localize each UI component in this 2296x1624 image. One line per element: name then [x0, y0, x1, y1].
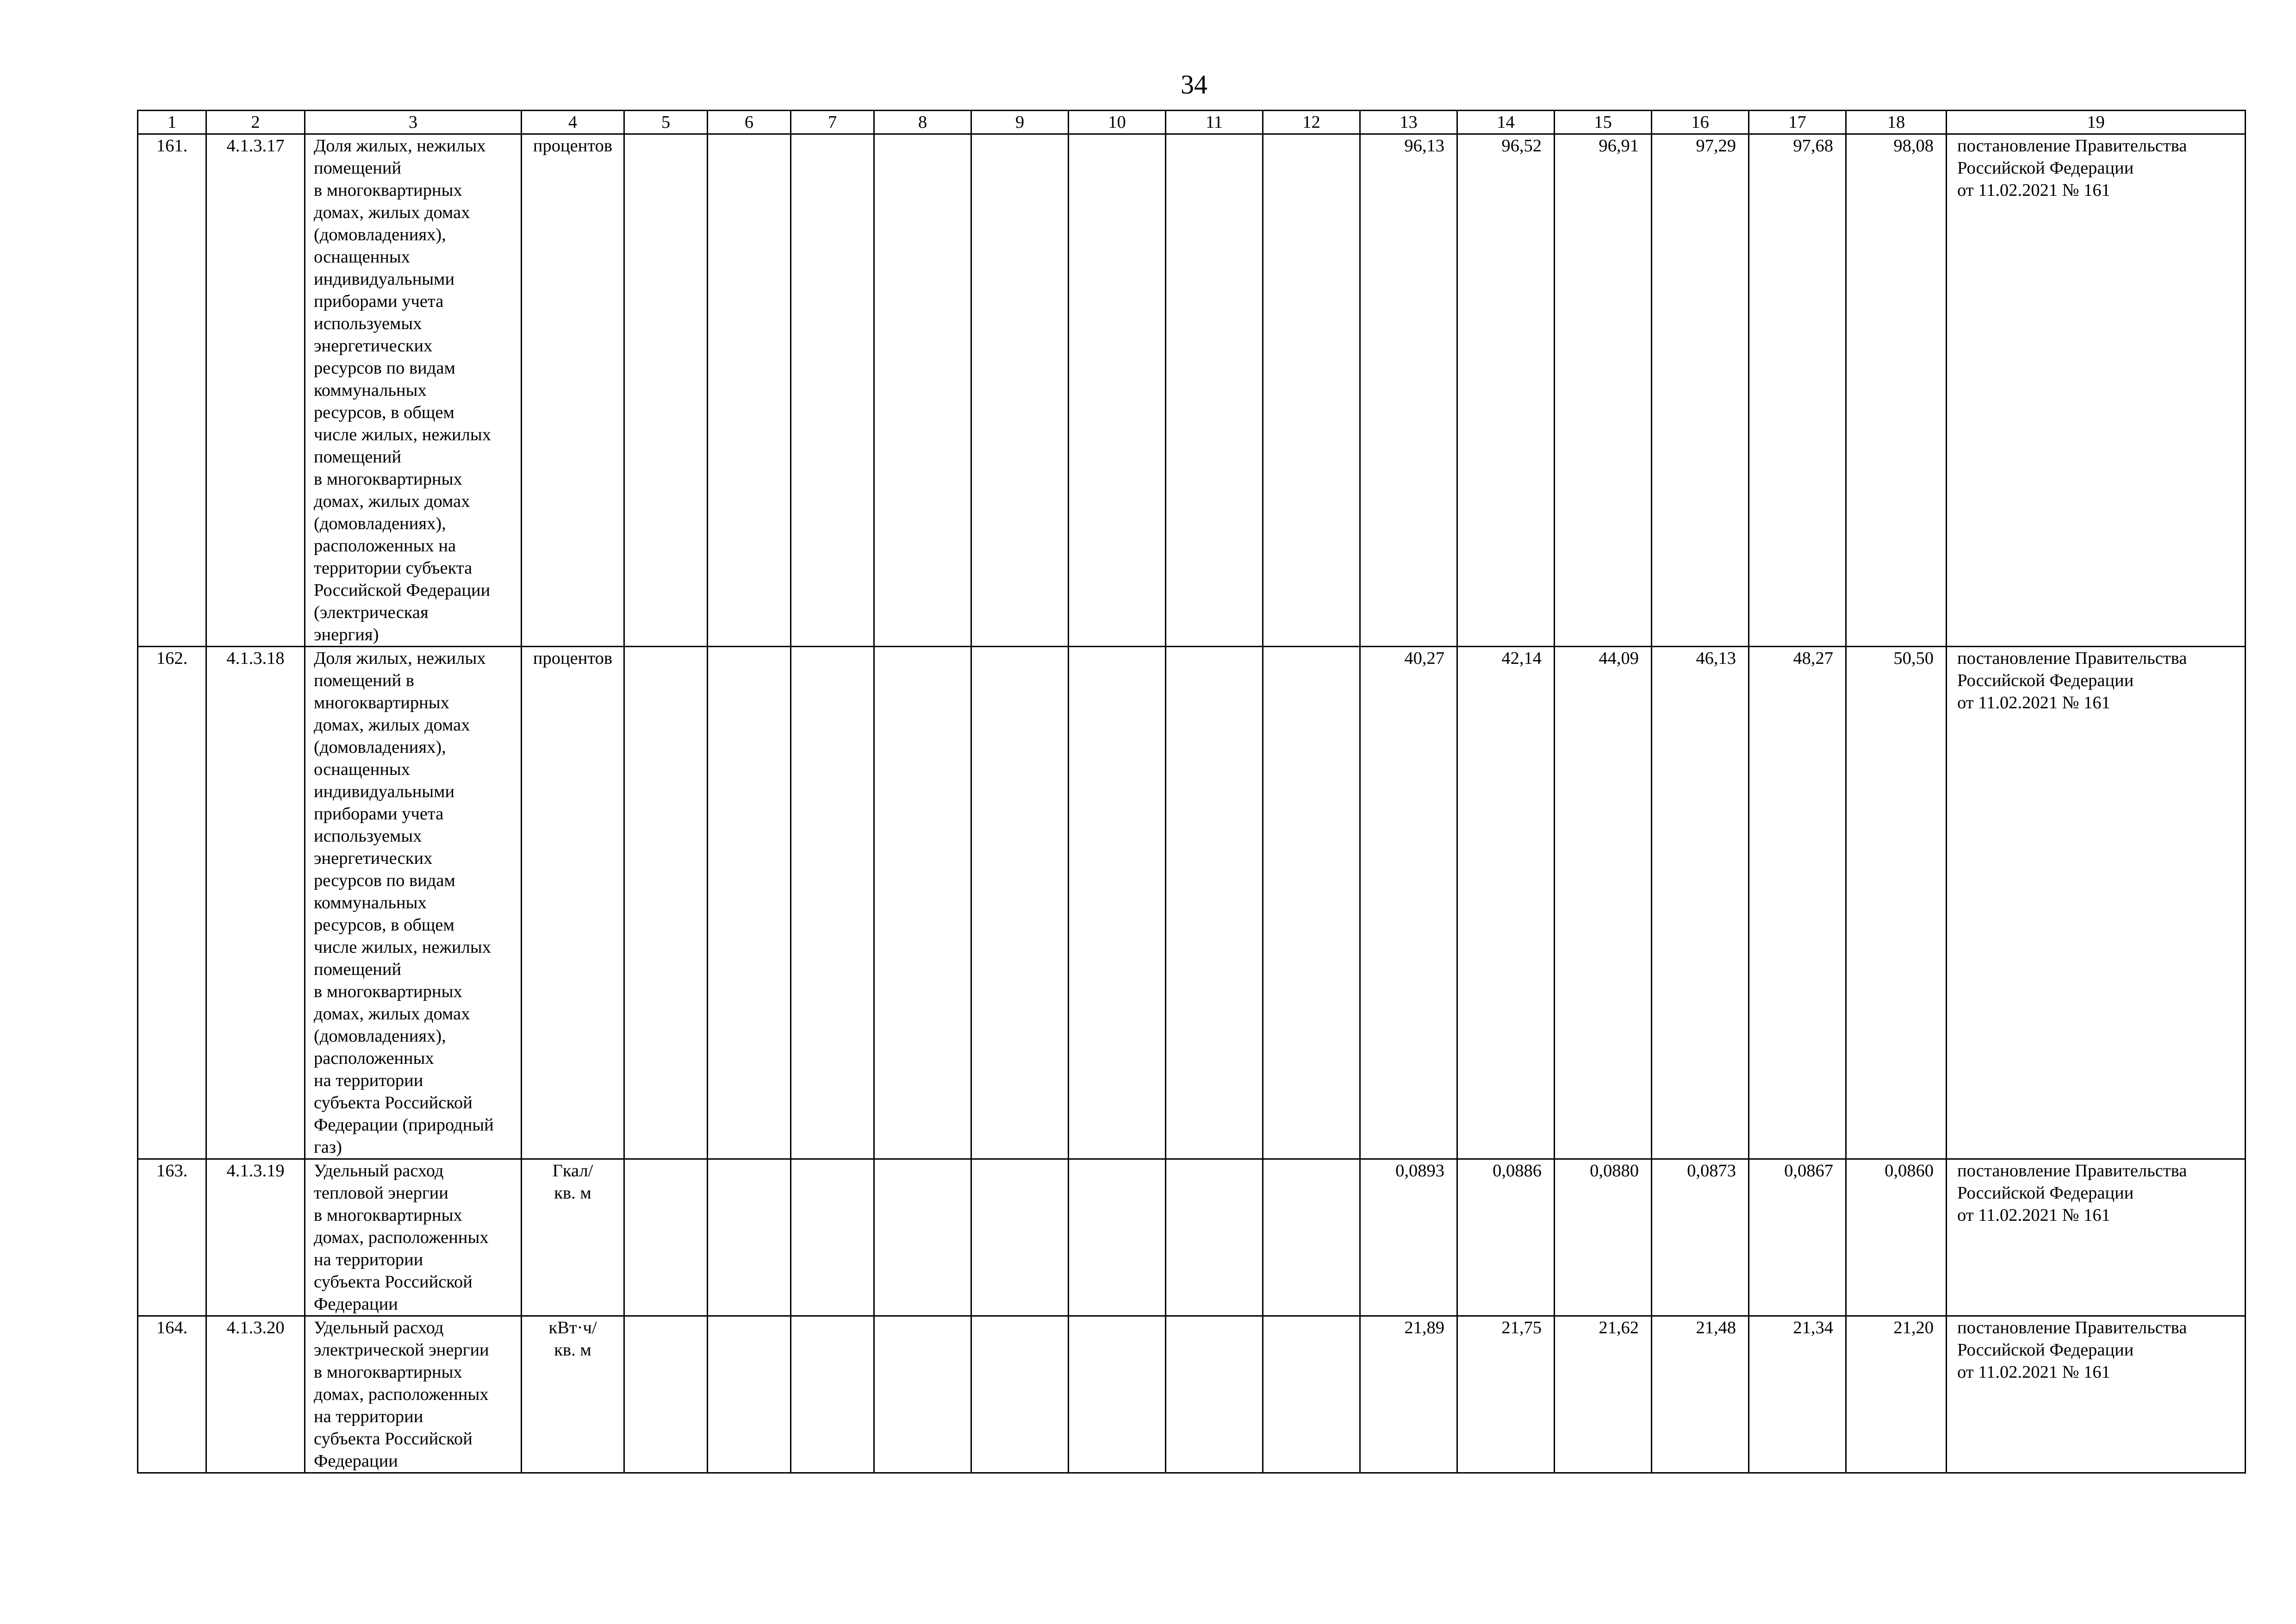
- empty-cell: [1263, 647, 1360, 1159]
- empty-cell: [624, 647, 708, 1159]
- empty-cell: [874, 1316, 971, 1473]
- empty-cell: [874, 134, 971, 647]
- value-col-16: 21,48: [1652, 1316, 1749, 1473]
- value-col-14: 0,0886: [1457, 1159, 1555, 1316]
- indicator-code: 4.1.3.18: [206, 647, 305, 1159]
- empty-cell: [971, 1159, 1069, 1316]
- empty-cell: [1263, 134, 1360, 647]
- unit-of-measure: кВт·ч/ кв. м: [522, 1316, 624, 1473]
- row-number: 164.: [138, 1316, 206, 1473]
- empty-cell: [971, 1316, 1069, 1473]
- column-header: 5: [624, 111, 708, 134]
- legal-source: постановление Правительства Российской Федерации от 11.02.2021 № 161: [1947, 647, 2246, 1159]
- table-row: [138, 1159, 2246, 1316]
- column-header: 13: [1360, 111, 1457, 134]
- column-header: 1: [138, 111, 206, 134]
- empty-cell: [1069, 1159, 1166, 1316]
- column-header: 4: [522, 111, 624, 134]
- value-col-13: 0,0893: [1360, 1159, 1457, 1316]
- empty-cell: [1166, 134, 1263, 647]
- empty-cell: [708, 1316, 791, 1473]
- unit-of-measure: процентов: [522, 134, 624, 647]
- indicator-code: 4.1.3.20: [206, 1316, 305, 1473]
- empty-cell: [708, 647, 791, 1159]
- value-col-17: 97,68: [1749, 134, 1846, 647]
- empty-cell: [1263, 1316, 1360, 1473]
- value-col-14: 42,14: [1457, 647, 1555, 1159]
- empty-cell: [624, 134, 708, 647]
- value-col-17: 21,34: [1749, 1316, 1846, 1473]
- empty-cell: [1069, 1316, 1166, 1473]
- column-header: 12: [1263, 111, 1360, 134]
- indicator-description: Доля жилых, нежилых помещений в многоквартирных домах, жилых домах (домовладениях), оснащенных индивидуальными приборами учета используемых энергетических ресурсов по видам коммунальных ресурсов, в общем числе жилых, нежилых помещений в многоквартирных домах, жилых домах (домовладениях), расположенных на территории субъекта Российской Федерации (природный газ): [305, 647, 522, 1159]
- value-col-15: 44,09: [1555, 647, 1652, 1159]
- empty-cell: [791, 1159, 874, 1316]
- column-header: 18: [1846, 111, 1947, 134]
- column-header: 10: [1069, 111, 1166, 134]
- value-col-18: 50,50: [1846, 647, 1947, 1159]
- indicator-code: 4.1.3.17: [206, 134, 305, 647]
- empty-cell: [624, 1159, 708, 1316]
- value-col-13: 40,27: [1360, 647, 1457, 1159]
- column-header: 19: [1947, 111, 2246, 134]
- row-number: 162.: [138, 647, 206, 1159]
- empty-cell: [1263, 1159, 1360, 1316]
- empty-cell: [874, 647, 971, 1159]
- column-header: 11: [1166, 111, 1263, 134]
- column-header: 14: [1457, 111, 1555, 134]
- column-header: 3: [305, 111, 522, 134]
- table-row: [138, 134, 2246, 647]
- empty-cell: [1166, 647, 1263, 1159]
- column-header: 17: [1749, 111, 1846, 134]
- table-row: [138, 647, 2246, 1159]
- value-col-15: 0,0880: [1555, 1159, 1652, 1316]
- column-header: 7: [791, 111, 874, 134]
- indicator-code: 4.1.3.19: [206, 1159, 305, 1316]
- empty-cell: [874, 1159, 971, 1316]
- empty-cell: [791, 647, 874, 1159]
- indicator-description: Доля жилых, нежилых помещений в многоквартирных домах, жилых домах (домовладениях), оснащенных индивидуальными приборами учета используемых энергетических ресурсов по видам коммунальных ресурсов, в общем числе жилых, нежилых помещений в многоквартирных домах, жилых домах (домовладениях), расположенных на территории субъекта Российской Федерации (электрическая энергия): [305, 134, 522, 647]
- empty-cell: [624, 1316, 708, 1473]
- header-row: [138, 111, 2246, 134]
- value-col-16: 0,0873: [1652, 1159, 1749, 1316]
- empty-cell: [791, 134, 874, 647]
- column-header: 9: [971, 111, 1069, 134]
- value-col-15: 96,91: [1555, 134, 1652, 647]
- empty-cell: [1166, 1159, 1263, 1316]
- legal-source: постановление Правительства Российской Федерации от 11.02.2021 № 161: [1947, 1159, 2246, 1316]
- value-col-18: 0,0860: [1846, 1159, 1947, 1316]
- legal-source: постановление Правительства Российской Федерации от 11.02.2021 № 161: [1947, 1316, 2246, 1473]
- value-col-15: 21,62: [1555, 1316, 1652, 1473]
- empty-cell: [791, 1316, 874, 1473]
- table-row: [138, 1316, 2246, 1473]
- empty-cell: [708, 1159, 791, 1316]
- empty-cell: [1166, 1316, 1263, 1473]
- indicator-description: Удельный расход тепловой энергии в многоквартирных домах, расположенных на территории субъекта Российской Федерации: [305, 1159, 522, 1316]
- indicators-table: [137, 110, 2246, 1474]
- value-col-16: 97,29: [1652, 134, 1749, 647]
- empty-cell: [971, 647, 1069, 1159]
- empty-cell: [971, 134, 1069, 647]
- column-header: 15: [1555, 111, 1652, 134]
- empty-cell: [1069, 647, 1166, 1159]
- column-header: 2: [206, 111, 305, 134]
- empty-cell: [708, 134, 791, 647]
- column-header: 6: [708, 111, 791, 134]
- value-col-17: 48,27: [1749, 647, 1846, 1159]
- value-col-14: 21,75: [1457, 1316, 1555, 1473]
- column-header: 8: [874, 111, 971, 134]
- unit-of-measure: процентов: [522, 647, 624, 1159]
- legal-source: постановление Правительства Российской Федерации от 11.02.2021 № 161: [1947, 134, 2246, 647]
- value-col-14: 96,52: [1457, 134, 1555, 647]
- value-col-18: 98,08: [1846, 134, 1947, 647]
- value-col-13: 96,13: [1360, 134, 1457, 647]
- row-number: 161.: [138, 134, 206, 647]
- column-header: 16: [1652, 111, 1749, 134]
- row-number: 163.: [138, 1159, 206, 1316]
- page-number: 34: [1181, 69, 1207, 100]
- unit-of-measure: Гкал/ кв. м: [522, 1159, 624, 1316]
- empty-cell: [1069, 134, 1166, 647]
- value-col-13: 21,89: [1360, 1316, 1457, 1473]
- indicator-description: Удельный расход электрической энергии в многоквартирных домах, расположенных на территории субъекта Российской Федерации: [305, 1316, 522, 1473]
- value-col-16: 46,13: [1652, 647, 1749, 1159]
- value-col-18: 21,20: [1846, 1316, 1947, 1473]
- value-col-17: 0,0867: [1749, 1159, 1846, 1316]
